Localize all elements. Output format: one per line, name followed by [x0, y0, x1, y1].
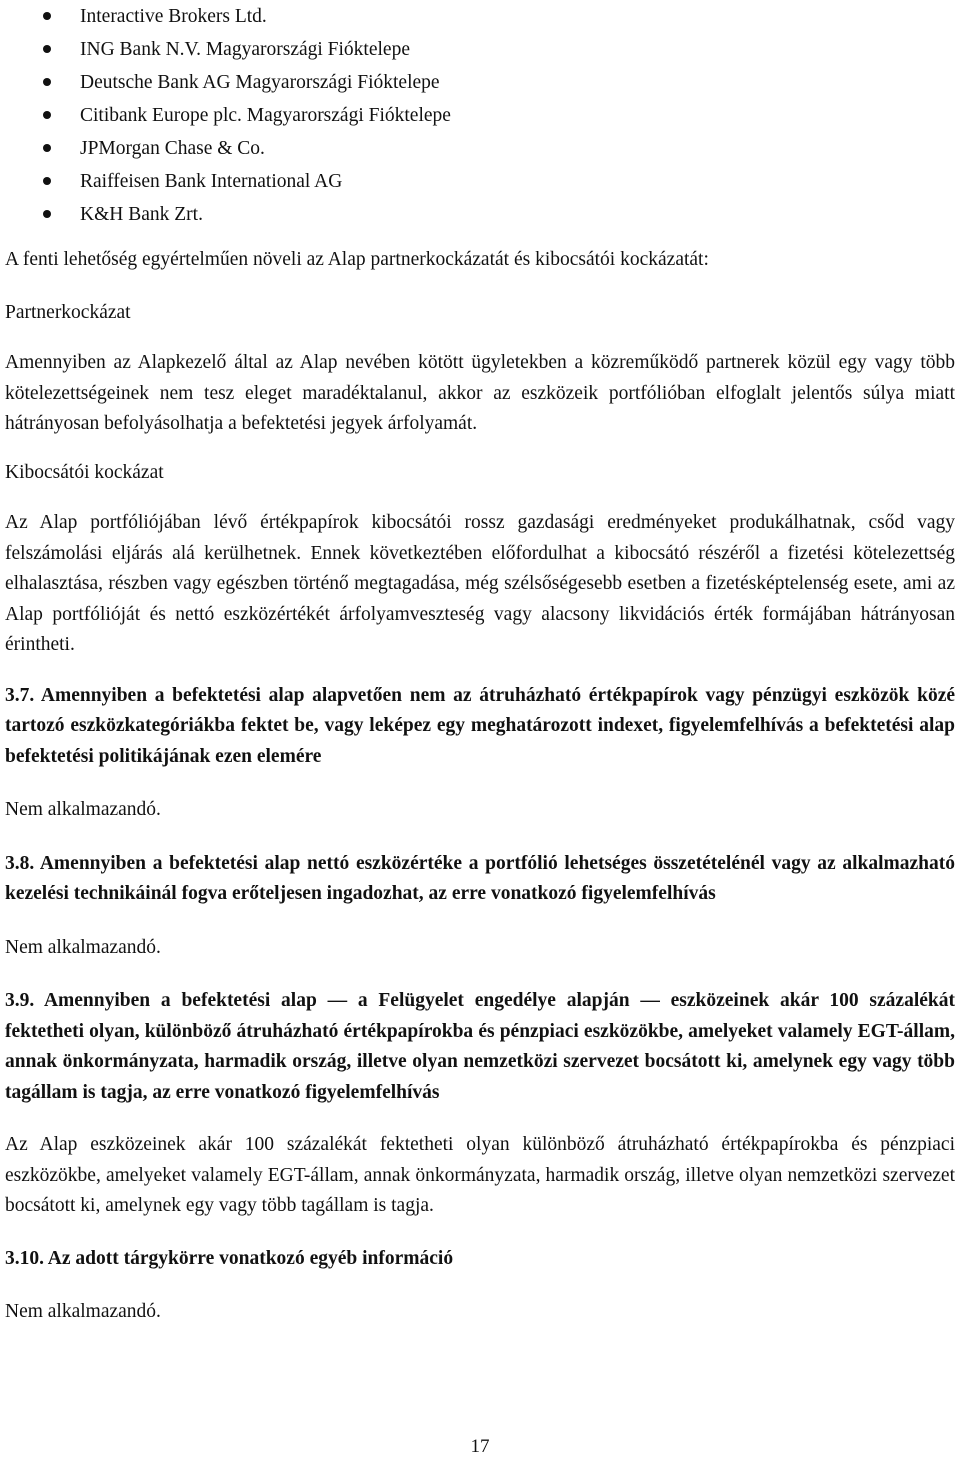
bank-name: Raiffeisen Bank International AG: [80, 171, 343, 192]
section-3-9-paragraph: Az Alap eszközeinek akár 100 százalékát fektetheti olyan különböző átruházható értékpapírokba és pénzpiaci eszközökbe, amelyeket valamely EGT-állam, annak önkormányzata, harmadik ország, illetve olyan nemzetközi szervezet bocsátott ki, amelynek egy vagy több tagállam is tagja.: [5, 1134, 955, 1216]
list-item: [5, 0, 955, 33]
bullet-icon: [43, 12, 51, 20]
bullet-icon: [43, 111, 51, 119]
section-3-8-heading: 3.8. Amennyiben a befektetési alap nettó eszközértéke a portfólió lehetséges összetételénél vagy az alkalmazható kezelési technikáinál fogva erőteljesen ingadozhat, az erre vonatkozó figyelemfelhívás: [5, 852, 955, 904]
bank-name: JPMorgan Chase & Co.: [80, 138, 265, 159]
partner-risk-paragraph: Amennyiben az Alapkezelő által az Alap nevében kötött ügyletekben a közreműködő partnerek közül egy vagy több kötelezettségeinek nem tesz eleget maradéktalanul, akkor az eszközeik portfólióban elfoglalt jelentős súlya miatt hátrányosan befolyásolhatja a befektetési jegyek árfolyamát.: [5, 352, 955, 434]
intro-paragraph: A fenti lehetőség egyértelműen növeli az Alap partnerkockázatát és kibocsátói kockázatát:: [5, 249, 709, 270]
section-3-8-text: Nem alkalmazandó.: [5, 936, 161, 958]
bank-name: Interactive Brokers Ltd.: [80, 6, 267, 27]
list-item: [5, 132, 955, 165]
section-3-10-text: Nem alkalmazandó.: [5, 1301, 161, 1322]
bank-name: Deutsche Bank AG Magyarországi Fióktelepe: [80, 72, 440, 93]
section-3-10-heading: 3.10. Az adott tárgykörre vonatkozó egyéb információ: [5, 1247, 454, 1269]
list-item: [5, 198, 955, 231]
bullet-icon: [43, 78, 51, 86]
bullet-icon: [43, 45, 51, 53]
document-page: [5, 0, 955, 1328]
list-item: [5, 33, 955, 66]
partner-risk-heading: Partnerkockázat: [5, 301, 131, 323]
list-item: [5, 99, 955, 132]
bullet-icon: [43, 177, 51, 185]
issuer-risk-heading: Kibocsátói kockázat: [5, 461, 164, 483]
section-3-7-heading: 3.7. Amennyiben a befektetési alap alapvetően nem az átruházható értékpapírok vagy pénzügyi eszközök közé tartozó eszközkategóriákba fektet be, vagy leképez egy meghatározott indexet, figyelemfelhívás a befektetési alap befektetési politikájának ezen elemére: [5, 684, 955, 767]
bank-list: [5, 0, 955, 231]
page-number: 17: [470, 1436, 490, 1457]
section-3-9-heading: 3.9. Amennyiben a befektetési alap ― a Felügyelet engedélye alapján ― eszközeinek akár 100 százalékát fektetheti olyan, különböző átruházható értékpapírokba és pénzpiaci eszközökbe, amelyeket valamely EGT-állam, annak önkormányzata, harmadik ország, illetve olyan nemzetközi szervezet bocsátott ki, amelynek egy vagy több tagállam is tagja, az erre vonatkozó figyelemfelhívás: [5, 990, 955, 1103]
bank-name: Citibank Europe plc. Magyarországi Fióktelepe: [80, 105, 451, 126]
bullet-icon: [43, 144, 51, 152]
bullet-icon: [43, 210, 51, 218]
bank-name: ING Bank N.V. Magyarországi Fióktelepe: [80, 39, 410, 60]
section-3-7-text: Nem alkalmazandó.: [5, 799, 161, 820]
list-item: [5, 165, 955, 198]
issuer-risk-paragraph: Az Alap portfóliójában lévő értékpapírok kibocsátói rossz gazdasági eredményeket produkálhatnak, csőd vagy felszámolási eljárás alá kerülhetnek. Ennek következtében előfordulhat a kibocsátó részéről a fizetési kötelezettség elhalasztása, részben vagy egészben történő megtagadása, még szélsőségesebb esetben a fizetésképtelenség esete, ami az Alap portfólióját és nettó eszközértékét árfolyamveszteség vagy alacsony likvidációs érték formájában hátrányosan érintheti.: [5, 512, 955, 655]
bank-name: K&H Bank Zrt.: [80, 204, 203, 225]
list-item: [5, 66, 955, 99]
